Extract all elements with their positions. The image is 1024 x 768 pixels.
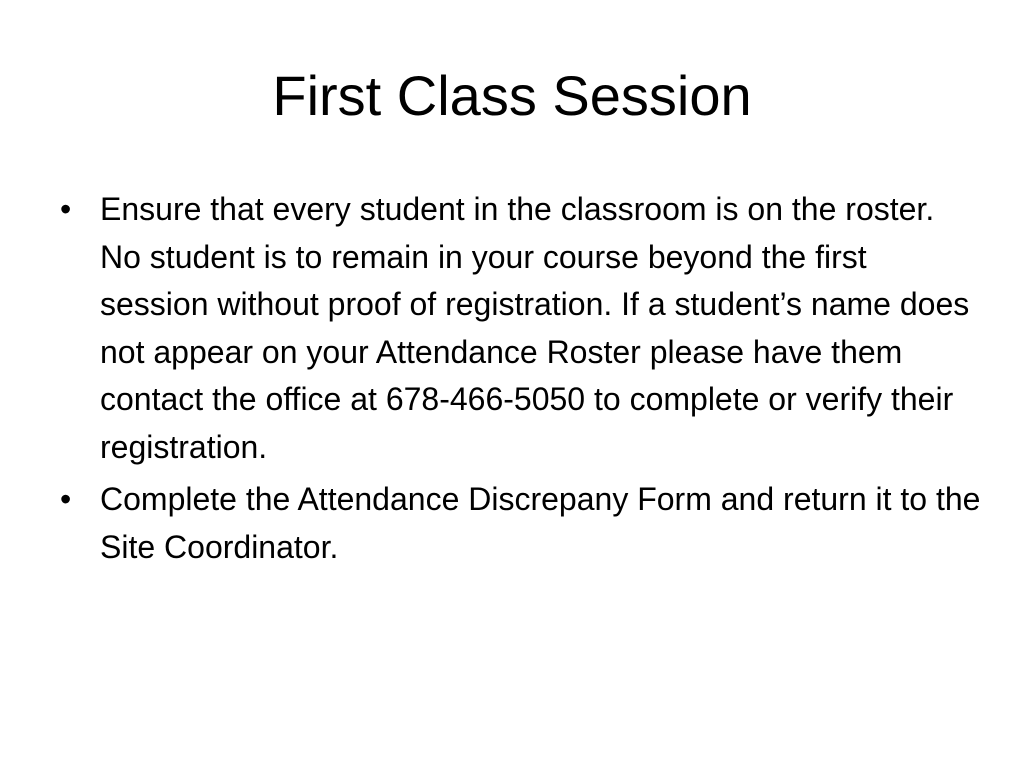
bullet-marker: • [60,481,72,517]
bullet-list [52,186,982,576]
slide-title: First Class Session [272,64,752,127]
bullet-text-discrepancy-form: Complete the Attendance Discrepany Form and return it to the Site Coordinator. [100,481,981,565]
bullet-marker: • [60,191,72,227]
bullet-item [52,476,982,571]
bullet-item [52,186,982,471]
bullet-text-roster-check: Ensure that every student in the classroom is on the roster. No student is to remain in your course beyond the first session without proof of registration. If a student’s name does not appear on your Attendance Roster please have them contact the office at 678-466-5050 to complete or verify their registration. [100,191,970,465]
